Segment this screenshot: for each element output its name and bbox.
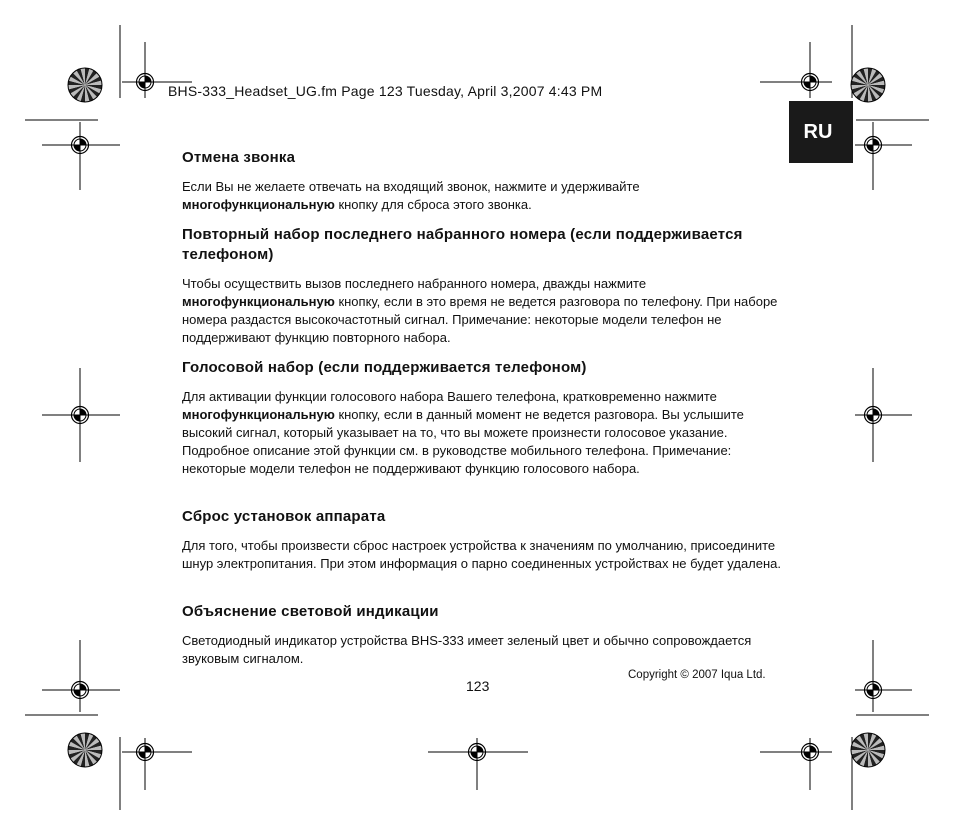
copyright-text: Copyright © 2007 Iqua Ltd. [628,669,766,681]
page-header-file-info: BHS-333_Headset_UG.fm Page 123 Tuesday, April 3,2007 4:43 PM [168,83,603,99]
bold-term: многофункциональную [182,197,335,212]
section-title: Сброс установок аппарата [182,508,386,525]
section-redial [182,225,788,347]
section-paragraph: Для того, чтобы произвести сброс настроек устройства к значениям по умолчанию, присоедините шнур электропитания. При этом информация о парно соединенных устройствах не будет удалена. [182,538,782,571]
section-title: Отмена звонка [182,149,296,166]
color-star-target-icon [851,733,885,767]
section-paragraph: Светодиодный индикатор устройства BHS-333 имеет зеленый цвет и обычно сопровождается звуковым сигналом. [182,633,752,666]
page-number: 123 [466,678,490,694]
section-title: Голосовой набор (если поддерживается телефоном) [182,359,587,376]
section-reset [182,507,788,573]
color-star-target-icon [851,68,885,102]
language-tab: RU [789,101,853,163]
section-led-explanation [182,602,788,668]
section-paragraph: Чтобы осуществить вызов последнего набранного номера, дважды нажмите многофункциональную кнопку, если в это время не ведется разговора по телефону. При наборе номера раздастся высокочастотный сигнал. Примечание: некоторые модели телефон не поддерживают функцию повторного набора. [182,276,778,345]
color-star-target-icon [68,733,102,767]
bold-term: многофункциональную [182,294,335,309]
color-star-target-icon [68,68,102,102]
bold-term: многофункциональную [182,407,335,422]
section-paragraph: Если Вы не желаете отвечать на входящий звонок, нажмите и удерживайте многофункциональную кнопку для сброса этого звонка. [182,179,640,212]
section-voice-dial [182,358,788,478]
section-paragraph: Для активации функции голосового набора Вашего телефона, кратковременно нажмите многофункциональную кнопку, если в данный момент не ведется разговора. Вы услышите высокий сигнал, который указывает на то, что вы можете произнести голосовое указание. Подробное описание этой функции см. в руководстве мобильного телефона. Примечание: некоторые модели телефон не поддерживают функцию голосового набора. [182,389,744,476]
section-cancel-call [182,148,788,214]
section-title: Повторный набор последнего набранного номера (если поддерживается телефоном) [182,226,743,263]
section-title: Объяснение световой индикации [182,603,439,620]
